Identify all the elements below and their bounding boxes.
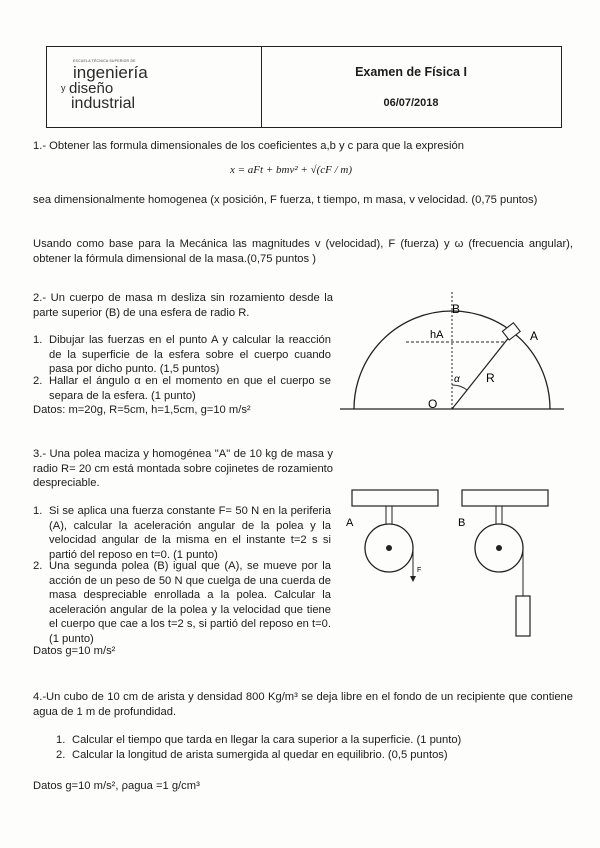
- q2-datos: Datos: m=20g, R=5cm, h=1,5cm, g=10 m/s²: [33, 404, 251, 416]
- mass-block: [502, 323, 520, 340]
- support-A: [352, 490, 438, 506]
- axle-B: [496, 545, 502, 551]
- q4-item-1: [56, 733, 576, 749]
- force-arrowhead: [410, 576, 416, 582]
- q2-item-1: [33, 333, 333, 377]
- radius-line: [452, 336, 510, 409]
- q4-item-2-text: Calcular la longitud de arista sumergida al quedar en equilibrio. (0,5 puntos): [72, 749, 448, 761]
- exam-title: Examen de Física I: [355, 65, 467, 79]
- label-pulley-A: A: [346, 517, 354, 529]
- support-B: [462, 490, 548, 506]
- q2-item-2: [33, 374, 333, 404]
- exam-header: [46, 46, 562, 128]
- q3-item-1-number: 1.: [33, 505, 43, 517]
- q4-item-1-text: Calcular el tiempo que tarda en llegar la cara superior a la superficie. (1 punto): [72, 734, 462, 746]
- sphere-figure: [332, 290, 572, 420]
- q3-item-2-text: Una segunda polea (B) igual que (A), se mueve por la acción de un peso de 50 N que cuelga de una cuerda de masa despreciable enrollada a la polea. Calcular la aceleración angular de la polea y la velocidad que tiene el cuerpo que cae a los t=2 s, si partió del reposo en t=0. (1 punto): [49, 560, 331, 645]
- label-alpha: α: [454, 374, 460, 385]
- logo-line-ingenieria: ingeniería: [73, 63, 148, 82]
- q1-formula: x = aFt + bmv² + √(cF / m): [230, 164, 353, 176]
- q4-item-2: [56, 748, 576, 764]
- q4-item-2-number: 2.: [56, 749, 66, 761]
- exam-date: 06/07/2018: [383, 97, 439, 109]
- q3-intro: 3.- Una polea maciza y homogénea "A" de 10 kg de masa y radio R= 20 cm está montada sobre cojinetes de rozamiento despreciable.: [33, 448, 333, 490]
- q3-item-2: [33, 559, 333, 647]
- logo-small-text: ESCUELA TÉCNICA SUPERIOR DE: [73, 59, 136, 63]
- q3-item-2-number: 2.: [33, 560, 43, 572]
- q3-datos: Datos g=10 m/s²: [33, 645, 116, 657]
- q4-item-1-number: 1.: [56, 734, 66, 746]
- logo-line-industrial: industrial: [71, 95, 136, 112]
- title-block: [261, 47, 561, 127]
- q4-intro: 4.-Un cubo de 10 cm de arista y densidad 800 Kg/m³ se deja libre en el fondo de un recipiente que contiene agua de 1 m de profundidad.: [33, 691, 573, 718]
- label-O: O: [428, 397, 438, 411]
- logo-line-y: y: [61, 83, 66, 93]
- label-pulley-B: B: [458, 517, 466, 529]
- q1-intro: 1.- Obtener las formula dimensionales de los coeficientes a,b y c para que la expresión: [33, 140, 464, 152]
- alpha-arc: [452, 385, 467, 390]
- label-F: F: [417, 567, 422, 574]
- q2-intro: 2.- Un cuerpo de masa m desliza sin rozamiento desde la parte superior (B) de una esfera de radio R.: [33, 292, 333, 319]
- q1-part2: Usando como base para la Mecánica las magnitudes v (velocidad), F (fuerza) y ω (frecuencia angular), obtener la fórmula dimensional de la masa.(0,75 puntos ): [33, 238, 573, 265]
- label-A: A: [530, 329, 539, 343]
- logo-line-diseno: diseño: [69, 80, 114, 97]
- q2-item-1-number: 1.: [33, 334, 43, 346]
- q3-item-1-text: Si se aplica una fuerza constante F= 50 N en la periferia (A), calcular la aceleración angular de la polea y la velocidad angular de la misma en el instante t=2 s si partió del reposo en t=0. (1 punto): [49, 505, 331, 561]
- school-logo: [47, 47, 262, 127]
- hanging-weight: [516, 596, 530, 636]
- pulley-figure: [338, 484, 568, 644]
- q2-item-2-text: Hallar el ángulo α en el momento en que el cuerpo se separa de la esfera. (1 punto): [49, 375, 331, 402]
- axle-A: [386, 545, 392, 551]
- q2-item-1-text: Dibujar las fuerzas en el punto A y calcular la reacción de la superficie de la esfera sobre el cuerpo cuando pasa por dicho punto. (1,5 puntos): [49, 334, 331, 376]
- label-B: B: [452, 302, 461, 316]
- label-R: R: [486, 371, 495, 385]
- label-hA: hA: [430, 329, 444, 341]
- q2-item-2-number: 2.: [33, 375, 43, 387]
- q4-datos: Datos g=10 m/s², ρagua =1 g/cm³: [33, 780, 200, 792]
- q1-text: sea dimensionalmente homogenea (x posición, F fuerza, t tiempo, m masa, v velocidad. (0,75 puntos): [33, 194, 538, 206]
- q3-item-1: [33, 504, 333, 562]
